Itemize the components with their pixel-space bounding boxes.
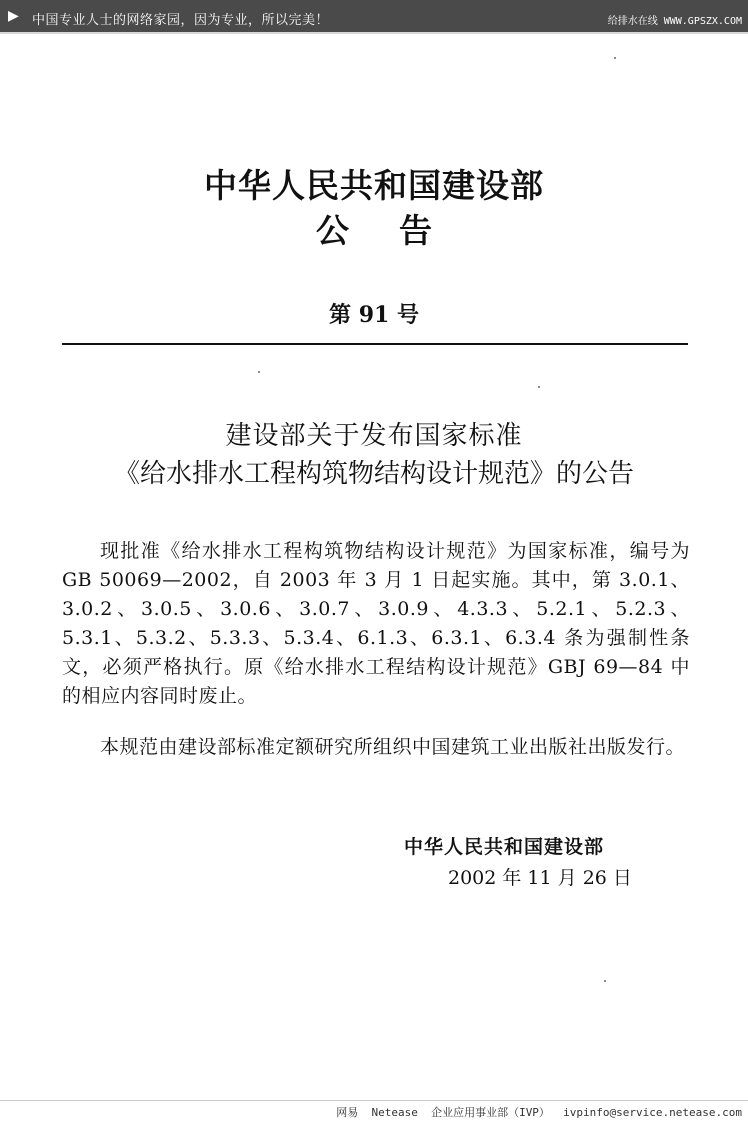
signature-issuer: 中华人民共和国建设部 xyxy=(404,836,605,858)
announcement-paragraph-2: 本规范由建设部标准定额研究所组织中国建筑工业出版社出版发行。 xyxy=(100,736,686,758)
announcement-heading-line1: 建设部关于发布国家标准 xyxy=(225,421,523,451)
play-arrow-icon: ▶ xyxy=(8,8,19,24)
scan-speck xyxy=(614,57,616,59)
doc-title-issuer: 中华人民共和国建设部 xyxy=(204,166,544,205)
footer-text: 网易 Netease 企业应用事业部（IVP） ivpinfo@service.netease.com xyxy=(336,1106,742,1119)
top-banner xyxy=(0,0,748,34)
banner-slogan: 中国专业人士的网络家园，因为专业，所以完美！ xyxy=(32,13,330,28)
signature-date: 2002 年 11 月 26 日 xyxy=(448,867,632,889)
announcement-heading-line2: 《给水排水工程构筑物结构设计规范》的公告 xyxy=(113,459,634,489)
scan-speck xyxy=(538,386,540,388)
title-divider xyxy=(62,343,688,345)
doc-title-announcement: 公告 xyxy=(316,211,482,250)
scan-speck xyxy=(604,980,606,982)
issue-number: 第 91 号 xyxy=(329,302,419,328)
footer-bar xyxy=(0,1100,748,1123)
announcement-paragraph-1: 现批准《给水排水工程构筑物结构设计规范》为国家标准，编号为 GB 50069—2002，自 2003 年 3 月 1 日起实施。其中，第 3.0.1、3.0.2、3.0.5、3.0.6、3.0.7、3.0.9、4.3.3、5.2.1、5.2.3、5.3.1、5.3.2、5.3.3、5.3.4、6.1.3、6.3.1、6.3.4 条为强制性条文，必须严格执行。原《给水排水工程结构设计规范》GBJ 69—84 中的相应内容同时废止。 xyxy=(62,540,690,707)
banner-site-link[interactable]: 给排水在线 WWW.GPSZX.COM xyxy=(607,16,742,27)
scan-speck xyxy=(258,371,260,373)
